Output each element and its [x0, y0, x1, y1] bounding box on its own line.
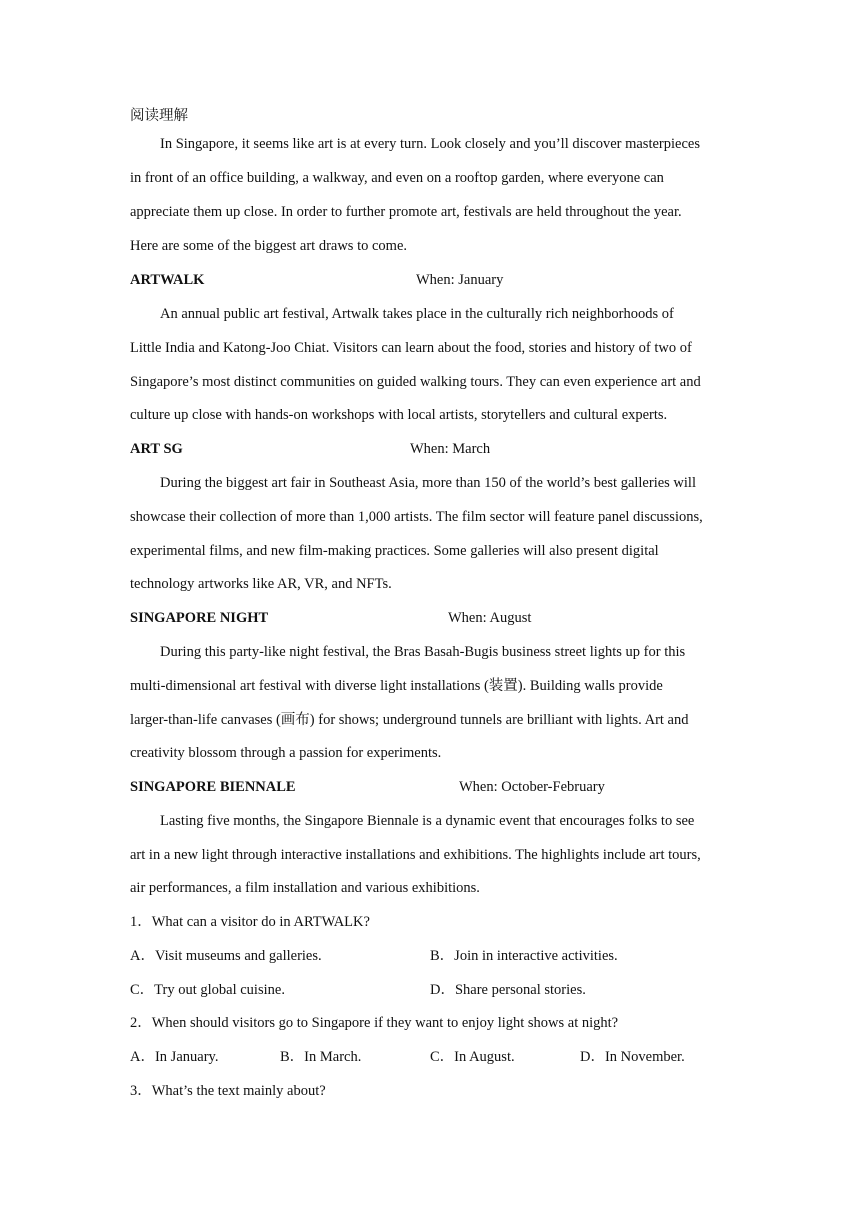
- question-stem: 1．What can a visitor do in ARTWALK?: [130, 914, 370, 930]
- question-stem: 3．What’s the text mainly about?: [130, 1083, 326, 1099]
- answer-option[interactable]: B．Join in interactive activities.: [430, 948, 618, 964]
- event-text-line: technology artworks like AR, VR, and NFTs.: [130, 576, 392, 592]
- intro-line: in front of an office building, a walkway, and even on a rooftop garden, where everyone can: [130, 170, 664, 186]
- event-heading-singapore-biennale: SINGAPORE BIENNALE: [130, 779, 296, 795]
- section-title: 阅读理解: [130, 108, 188, 124]
- event-text-line: multi-dimensional art festival with diverse light installations (装置). Building walls provide: [130, 678, 663, 694]
- event-when-artwalk: When: January: [416, 272, 504, 288]
- question-stem: 2．When should visitors go to Singapore if they want to enjoy light shows at night?: [130, 1015, 619, 1031]
- event-text-line: showcase their collection of more than 1,000 artists. The film sector will feature panel discussions,: [130, 509, 703, 525]
- event-text-line: culture up close with hands-on workshops with local artists, storytellers and cultural experts.: [130, 407, 668, 423]
- answer-option[interactable]: B．In March.: [280, 1049, 362, 1065]
- answer-option[interactable]: D．Share personal stories.: [430, 982, 586, 998]
- answer-option[interactable]: C．In August.: [430, 1049, 515, 1065]
- answer-option[interactable]: A．In January.: [130, 1049, 219, 1065]
- event-text-line: art in a new light through interactive installations and exhibitions. The highlights include art tours,: [130, 847, 701, 863]
- answer-option[interactable]: A．Visit museums and galleries.: [130, 948, 322, 964]
- event-text-line: An annual public art festival, Artwalk takes place in the culturally rich neighborhoods of: [160, 306, 674, 322]
- event-text-line: creativity blossom through a passion for experiments.: [130, 745, 442, 761]
- event-text-line: larger-than-life canvases (画布) for shows; underground tunnels are brilliant with lights. Art and: [130, 712, 689, 728]
- event-heading-art-sg: ART SG: [130, 441, 183, 457]
- intro-line: Here are some of the biggest art draws to come.: [130, 238, 408, 254]
- event-text-line: Singapore’s most distinct communities on guided walking tours. They can even experience art and: [130, 374, 701, 390]
- event-when-singapore-biennale: When: October-February: [459, 779, 605, 795]
- event-heading-singapore-night: SINGAPORE NIGHT: [130, 610, 269, 626]
- event-text-line: experimental films, and new film-making practices. Some galleries will also present digital: [130, 543, 659, 559]
- event-when-art-sg: When: March: [410, 441, 491, 457]
- event-text-line: Little India and Katong-Joo Chiat. Visitors can learn about the food, stories and history of two of: [130, 340, 692, 356]
- event-text-line: During this party-like night festival, the Bras Basah-Bugis business street lights up for this: [160, 644, 686, 660]
- answer-option[interactable]: C．Try out global cuisine.: [130, 982, 285, 998]
- event-text-line: During the biggest art fair in Southeast Asia, more than 150 of the world’s best galleries will: [160, 475, 696, 491]
- event-heading-artwalk: ARTWALK: [130, 272, 205, 288]
- intro-line: In Singapore, it seems like art is at every turn. Look closely and you’ll discover masterpieces: [160, 136, 700, 152]
- event-text-line: Lasting five months, the Singapore Biennale is a dynamic event that encourages folks to see: [160, 813, 695, 829]
- answer-option[interactable]: D．In November.: [580, 1049, 685, 1065]
- intro-line: appreciate them up close. In order to further promote art, festivals are held throughout the year.: [130, 204, 682, 220]
- event-text-line: air performances, a film installation and various exhibitions.: [130, 880, 480, 896]
- event-when-singapore-night: When: August: [448, 610, 532, 626]
